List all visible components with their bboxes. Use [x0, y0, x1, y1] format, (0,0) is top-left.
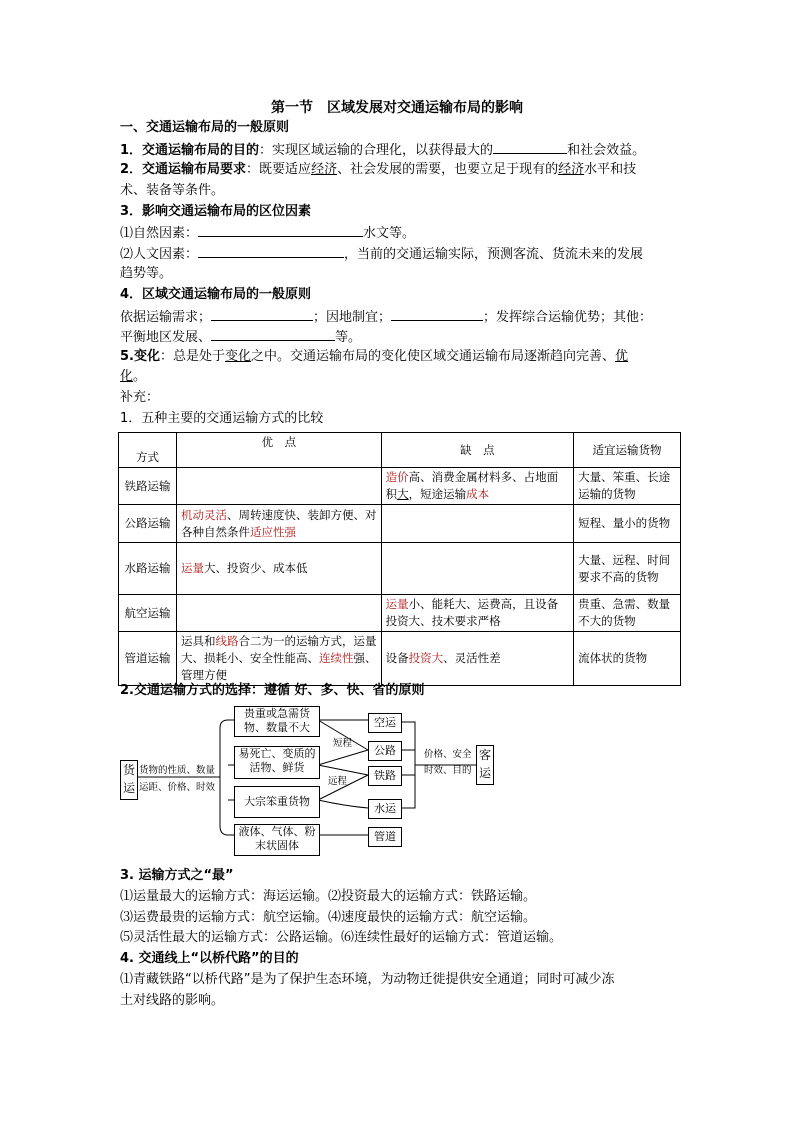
highlight-text: 线路 [215, 634, 239, 648]
header-disadvantages: 缺 点 [381, 433, 573, 468]
cell-text: 设备 [385, 651, 409, 665]
goods-cell: 短程、量小的货物 [574, 505, 681, 543]
mode-road: 公路 [368, 741, 402, 761]
section-4-text-cont: 土对线路的影响。 [120, 993, 225, 1008]
underlined-word: 经济 [558, 162, 585, 177]
supplement-label: 补充： [120, 390, 160, 405]
para-4-heading: 4．区域交通运输布局的一般原则 [120, 287, 312, 302]
para-4-text: 等。 [335, 330, 362, 345]
freight-factors: 运距、价格、时效 [139, 782, 216, 793]
human-factors-label: ⑵人文因素： [120, 247, 199, 262]
human-factors-text: ，当前的交通运输实际，预测客流、货流未来的发展 [344, 247, 644, 262]
long-distance-label: 远程 [328, 776, 348, 787]
cell-text: 高、消费金属材料多、占地面积 [385, 470, 559, 501]
para-3-heading: 3．影响交通运输布局的区位因素 [120, 204, 312, 219]
highlight-text: 连续性 [319, 651, 354, 665]
underlined-word: 变化 [225, 349, 252, 364]
mode-cell: 公路运输 [119, 505, 177, 543]
passenger-factors: 价格、安全 [424, 749, 472, 760]
cell-text: 运具和 [181, 634, 216, 648]
highlight-text: 运量 [385, 597, 409, 611]
header-goods: 适宜运输货物 [574, 433, 681, 468]
mode-air: 空运 [368, 713, 402, 733]
section-2-heading: 2.交通运输方式的选择：遵循 好、多、快、省的原则 [120, 683, 425, 698]
header-advantages: 优 点 [177, 433, 382, 468]
para-5-label: 5.变化 [120, 349, 160, 364]
mode-cell: 铁路运输 [119, 468, 177, 505]
para-2-text-c: 水平和技 [584, 162, 637, 177]
section-4-heading: 4. 交通线上“以桥代路”的目的 [120, 951, 299, 966]
mode-water: 水运 [368, 799, 402, 819]
para-1-text: ：实现区域运输的合理化，以获得最大的 [259, 143, 494, 158]
goods-box: 液体、气体、粉末状固体 [234, 824, 320, 856]
natural-factors-label: ⑴自然因素： [120, 226, 199, 241]
mode-rail: 铁路 [368, 766, 402, 786]
para-2-text: ：既要适应 [246, 162, 312, 177]
cell-text: 强、管理方便 [181, 651, 377, 682]
highlight-text: 成本 [466, 487, 490, 501]
underlined-word: 大 [397, 487, 409, 501]
page-title: 第一节 区域发展对交通运输布局的影响 [271, 100, 523, 116]
goods-cell: 贵重、急需、数量不大的货物 [574, 595, 681, 632]
cell-text: 、灵活性差 [443, 651, 501, 665]
superlative-line: ⑶运费最贵的运输方式：航空运输。⑷速度最快的运输方式：航空运输。 [120, 910, 537, 925]
para-4-text: 依据运输需求； [120, 310, 212, 325]
passenger-box: 客运 [476, 745, 494, 785]
passenger-factors: 时效、目的 [424, 765, 472, 776]
highlight-text: 适应性强 [250, 524, 297, 539]
short-distance-label: 短程 [333, 738, 353, 749]
para-2-label: 2．交通运输布局要求 [120, 162, 247, 177]
para-1-text-end: 和社会效益。 [567, 143, 646, 158]
cell-text: 小、能耗大、运费高，且设备投资大、技术要求严格 [385, 597, 559, 628]
para-5-end: 。 [133, 369, 147, 384]
cell-text: 、周转速度快、装卸方便、对各种自然条件 [181, 507, 377, 539]
cell-text: ，短途运输 [408, 487, 467, 501]
freight-factors: 货物的性质、数量 [139, 765, 216, 776]
mode-cell: 航空运输 [119, 595, 177, 632]
highlight-text: 运量 [181, 561, 205, 575]
para-4-text: ；因地制宜； [313, 310, 392, 325]
section-1-heading: 一、交通运输布局的一般原则 [120, 120, 290, 135]
mode-cell: 管道运输 [119, 632, 177, 686]
superlative-line: ⑴运量最大的运输方式：海运运输。⑵投资最大的运输方式：铁路运输。 [120, 889, 537, 904]
table-heading: 1．五种主要的交通运输方式的比较 [120, 411, 324, 426]
human-factors-cont: 趋势等。 [120, 266, 173, 281]
highlight-text: 机动灵活 [181, 507, 228, 522]
goods-cell: 流体状的货物 [574, 632, 681, 686]
para-2-cont: 术、装备等条件。 [120, 183, 225, 198]
goods-box: 贵重或急需货物、数量不大 [234, 706, 320, 737]
para-5-text-b: 之中。交通运输布局的变化使区域交通运输布局逐渐趋向完善、 [251, 349, 616, 364]
natural-factors-end: 水文等。 [363, 226, 416, 241]
section-3-heading: 3. 运输方式之“最” [120, 868, 234, 883]
mode-pipeline: 管道 [368, 827, 402, 847]
underlined-word: 经济 [311, 162, 338, 177]
goods-box: 大宗笨重货物 [234, 786, 320, 818]
goods-cell: 大量、远程、时间要求不高的货物 [574, 543, 681, 595]
cell-text: 合二为一的运输方式，运量大、损耗小、安全性能高、 [181, 634, 377, 665]
section-4-text: ⑴青藏铁路“以桥代路”是为了保护生态环境，为动物迁徙提供安全通道；同时可减少冻 [120, 972, 615, 987]
underlined-word: 优 [615, 349, 629, 364]
para-4-text: ；发挥综合运输优势；其他： [483, 310, 653, 325]
goods-box: 易死亡、变质的活物、鲜货 [234, 746, 320, 779]
mode-cell: 水路运输 [119, 543, 177, 595]
superlative-line: ⑸灵活性最大的运输方式：公路运输。⑹连续性最好的运输方式：管道运输。 [120, 930, 563, 945]
highlight-text: 投资大 [408, 651, 444, 665]
header-mode: 方式 [119, 433, 177, 468]
cell-text: 大、投资少、成本低 [204, 561, 308, 575]
para-2-text-b: 、社会发展的需要，也要立足于现有的 [337, 162, 559, 177]
para-1-label: 1．交通运输布局的目的 [120, 143, 260, 158]
para-5-text: ：总是处于 [159, 349, 225, 364]
goods-cell: 大量、笨重、长途运输的货物 [574, 468, 681, 505]
freight-box: 货运 [120, 760, 138, 800]
highlight-text: 造价 [385, 470, 409, 484]
para-4-text: 平衡地区发展、 [120, 330, 212, 345]
underlined-word: 化 [120, 369, 134, 384]
